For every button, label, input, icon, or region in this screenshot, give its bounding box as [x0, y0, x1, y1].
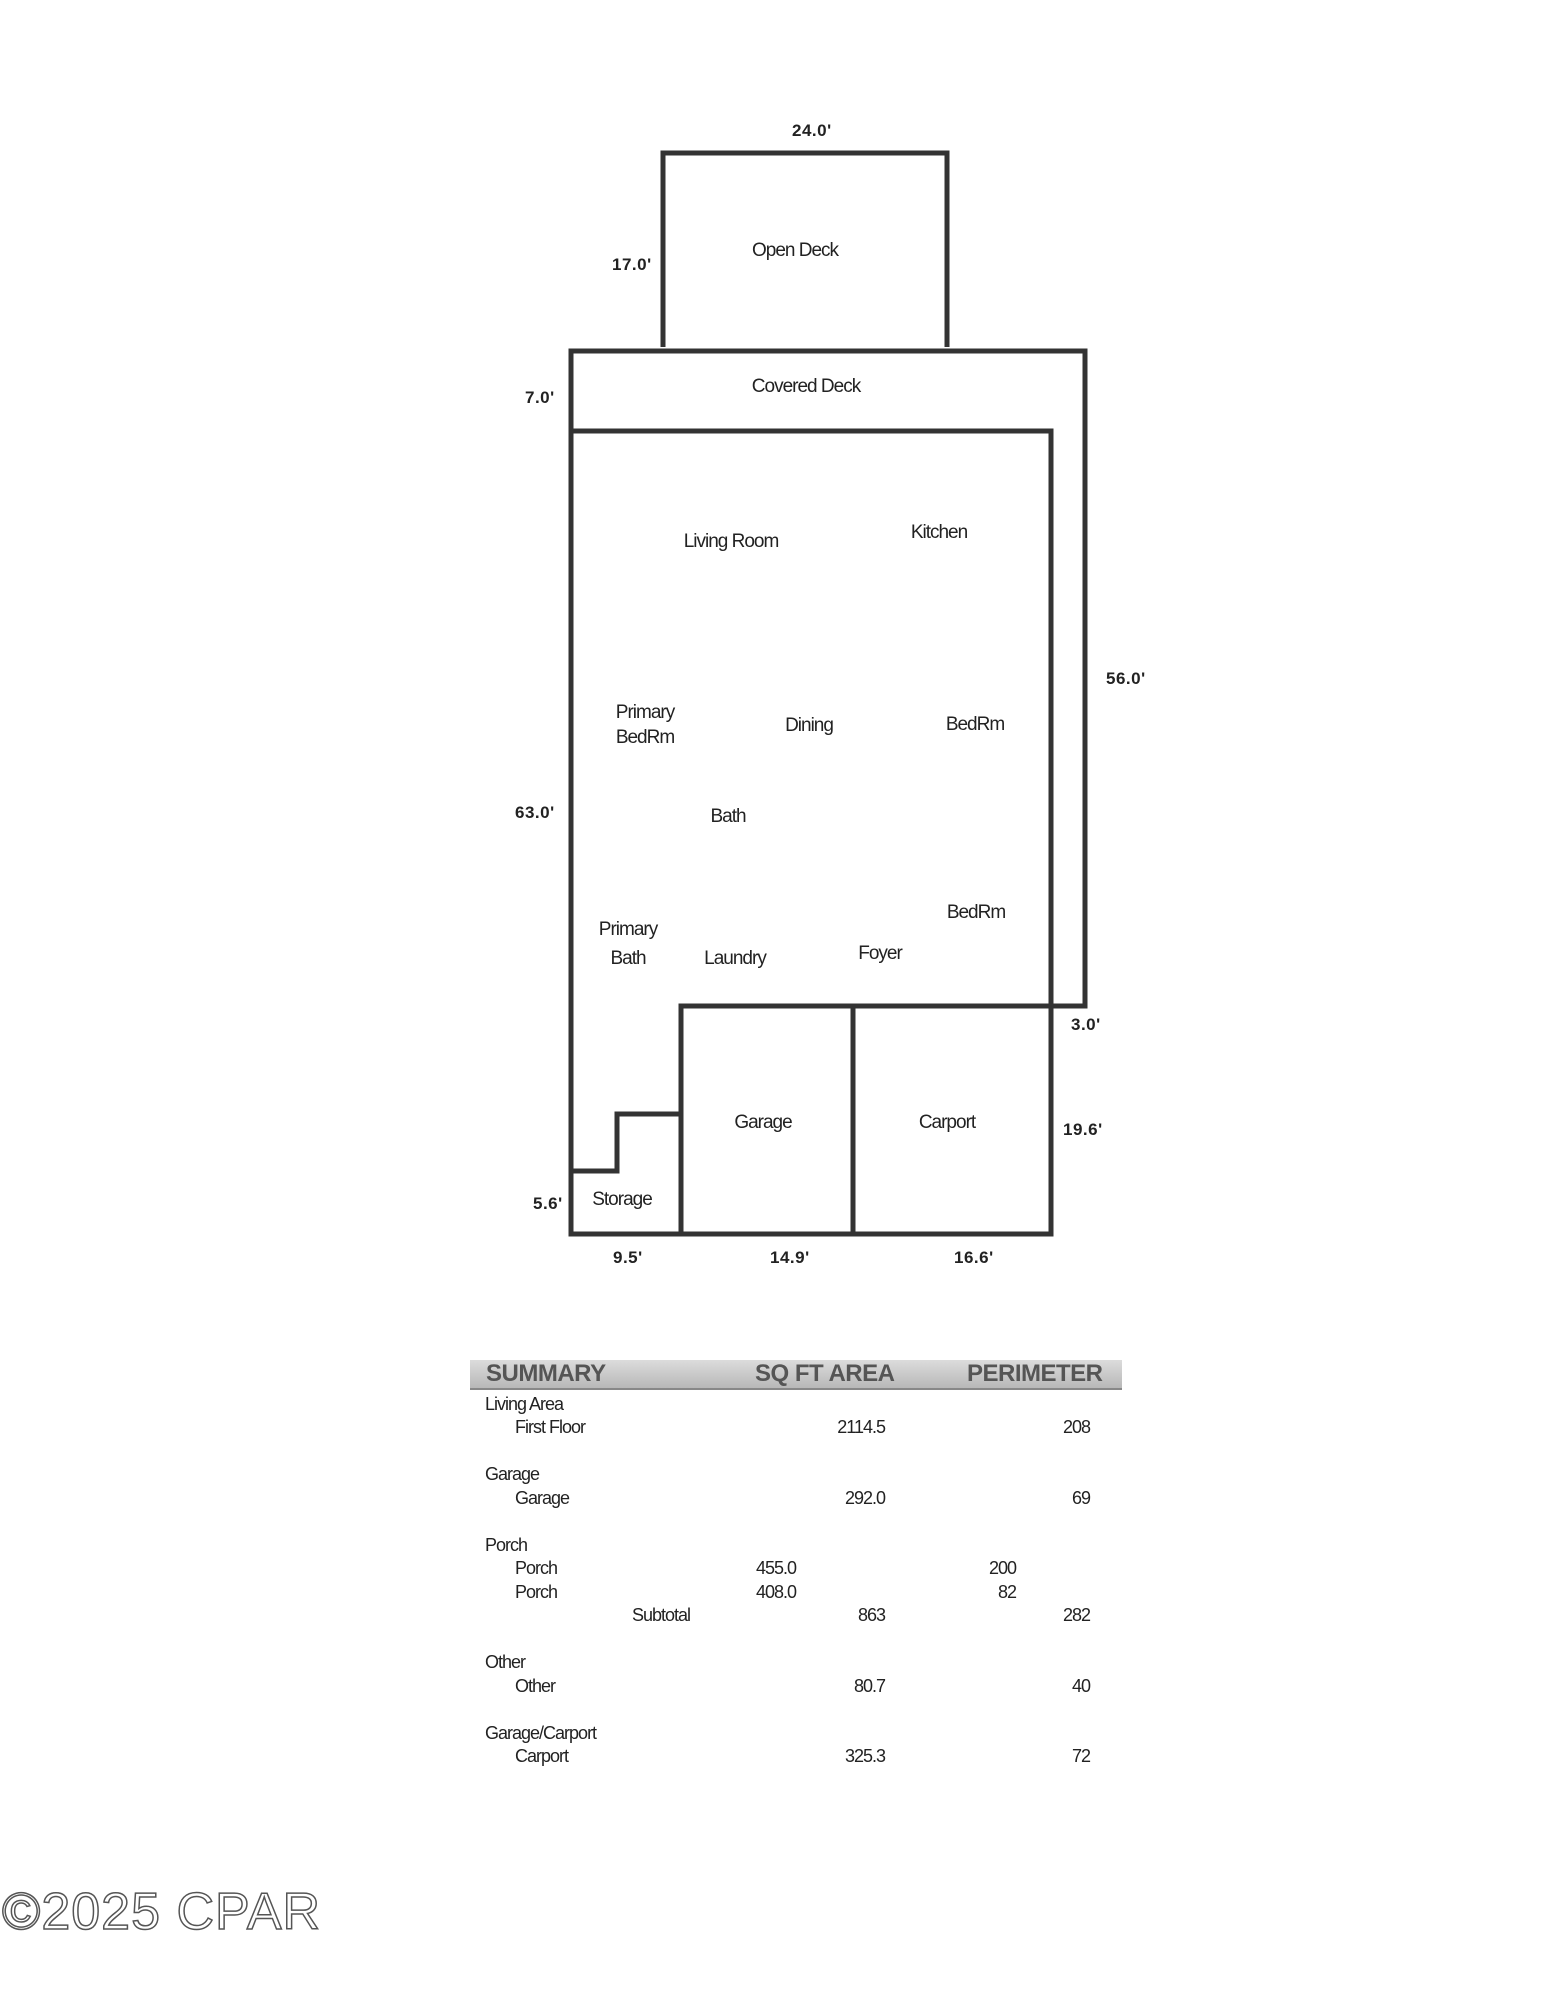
- dim-left-length: 63.0': [515, 803, 555, 822]
- summary-row-perimeter: 72: [1071, 1746, 1090, 1766]
- storage-outline: [571, 1114, 681, 1234]
- summary-row-perimeter: 40: [1071, 1676, 1090, 1696]
- room-primary-bedrm-line1: Primary: [615, 702, 675, 723]
- room-dining: Dining: [785, 715, 833, 736]
- dim-covered-depth: 7.0': [525, 388, 555, 407]
- summary-row-label: Porch: [515, 1558, 558, 1578]
- room-open-deck: Open Deck: [751, 240, 839, 261]
- summary-row-label: First Floor: [515, 1417, 585, 1437]
- room-laundry: Laundry: [704, 948, 766, 969]
- dim-carport-width: 16.6': [954, 1248, 994, 1267]
- summary-group-name: Garage: [485, 1464, 540, 1484]
- summary-row-perimeter: 208: [1062, 1417, 1090, 1437]
- room-bedrm-b: BedRm: [946, 902, 1006, 923]
- summary-row-sub-perimeter: 200: [988, 1558, 1016, 1578]
- summary-subtotal-area: 863: [857, 1605, 885, 1625]
- summary-row-sub-area: 408.0: [755, 1582, 796, 1602]
- dim-garage-width: 14.9': [770, 1248, 810, 1267]
- summary-row-label: Porch: [515, 1582, 558, 1602]
- room-primary-bedrm-line2: BedRm: [615, 727, 675, 748]
- summary-row-perimeter: 69: [1071, 1488, 1090, 1508]
- room-foyer: Foyer: [858, 943, 902, 964]
- summary-row-area: 2114.5: [837, 1417, 885, 1437]
- room-garage: Garage: [734, 1112, 792, 1133]
- living-area-outline: [571, 428, 1051, 1171]
- room-covered-deck: Covered Deck: [751, 376, 861, 397]
- dim-offset: 3.0': [1071, 1015, 1101, 1034]
- room-carport: Carport: [918, 1112, 976, 1133]
- summary-row-area: 292.0: [844, 1488, 885, 1508]
- summary-group-name: Porch: [485, 1535, 528, 1555]
- summary-group-name: Living Area: [485, 1394, 564, 1414]
- summary-header-area: SQ FT AREA: [755, 1360, 895, 1387]
- room-primary-bath-line1: Primary: [598, 919, 658, 940]
- summary-row-area: 325.3: [844, 1746, 885, 1766]
- room-kitchen: Kitchen: [910, 522, 968, 543]
- room-living-room: Living Room: [683, 531, 779, 552]
- room-bath: Bath: [710, 806, 746, 827]
- summary-row-sub-perimeter: 82: [997, 1582, 1016, 1602]
- dim-storage-width: 9.5': [613, 1248, 643, 1267]
- summary-subtotal-perimeter: 282: [1062, 1605, 1090, 1625]
- summary-row-label: Carport: [515, 1746, 569, 1766]
- dim-storage-depth: 5.6': [533, 1194, 563, 1213]
- summary-row-sub-area: 455.0: [755, 1558, 796, 1578]
- summary-subtotal-label: Subtotal: [632, 1605, 691, 1625]
- summary-row-area: 80.7: [853, 1676, 885, 1696]
- summary-header-perimeter: PERIMETER: [967, 1360, 1103, 1387]
- copyright-watermark: ©2025 CPAR: [2, 1883, 322, 1941]
- room-primary-bath-line2: Bath: [610, 948, 646, 969]
- summary-group-name: Garage/Carport: [485, 1723, 597, 1743]
- dim-deck-depth: 17.0': [612, 255, 652, 274]
- dim-right-length: 56.0': [1106, 669, 1146, 688]
- summary-header-label: SUMMARY: [486, 1360, 606, 1387]
- dim-carport-depth: 19.6': [1063, 1120, 1103, 1139]
- summary-row-label: Garage: [515, 1488, 570, 1508]
- summary-row-label: Other: [515, 1676, 556, 1696]
- covered-deck-outline: [571, 351, 1085, 1006]
- dim-top-width: 24.0': [792, 121, 832, 140]
- summary-group-name: Other: [485, 1652, 526, 1672]
- room-bedrm-a: BedRm: [945, 714, 1005, 735]
- room-storage: Storage: [592, 1189, 652, 1210]
